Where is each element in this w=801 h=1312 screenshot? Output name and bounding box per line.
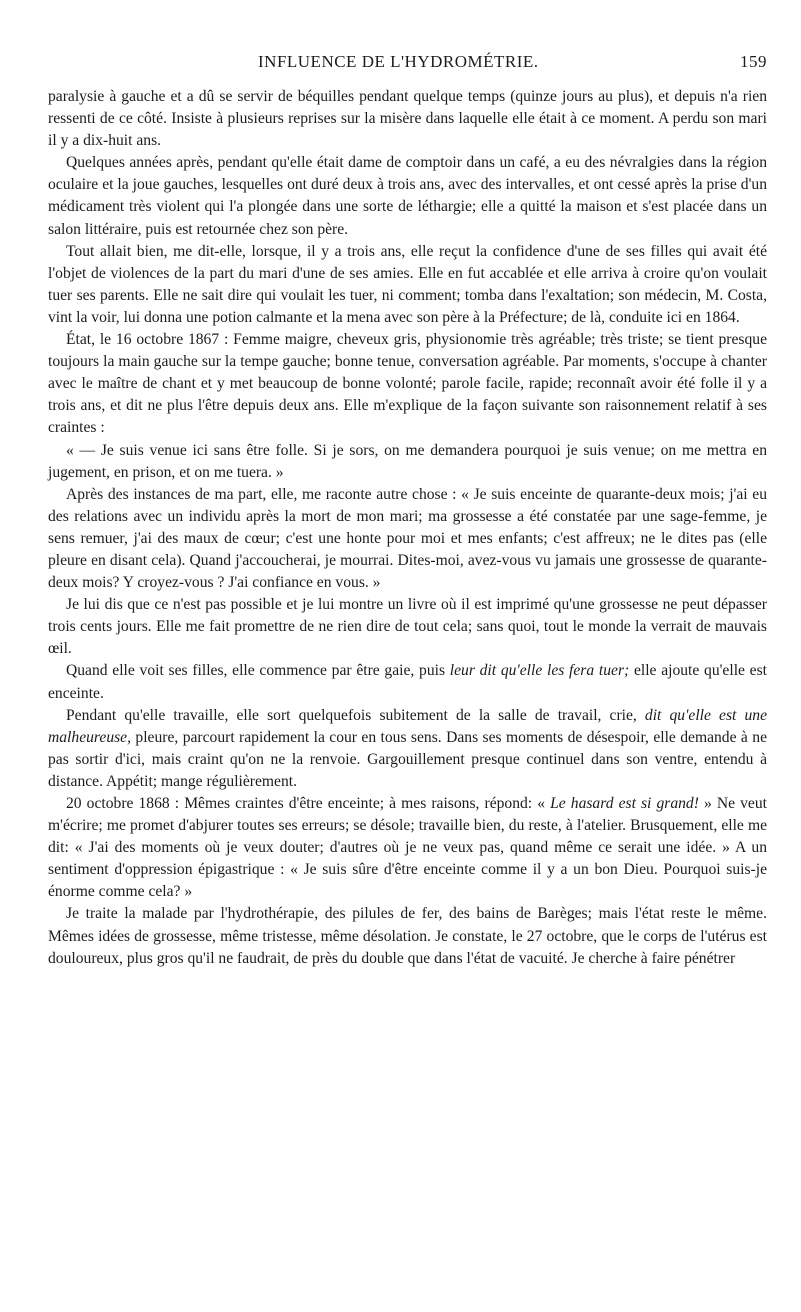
text-run: Pendant qu'elle travaille, elle sort quelquefois subitement de la salle de travail, crie, xyxy=(66,706,645,724)
paragraph: Tout allait bien, me dit-elle, lorsque, il y a trois ans, elle reçut la confidence d'une de ses filles qui avait été l'objet de violences de la part du mari d'une de ses amies. Elle en fut accablée et elle arriva à croire qu'on voulait tuer ses parents. Elle ne sait dire qui voulait les tuer, ni comment; tomba dans l'exaltation; son médecin, M. Costa, vint la voir, lui donna une potion calmante et la mena avec son père à la Préfecture; de là, conduite ici en 1864. xyxy=(48,242,767,326)
running-title: INFLUENCE DE L'HYDROMÉTRIE. xyxy=(258,52,539,71)
paragraph: Je lui dis que ce n'est pas possible et je lui montre un livre où il est imprimé qu'une grossesse ne peut dépasser trois cents jours. Elle me fait promettre de ne rien dire de tout cela; sans quoi, tout le monde la verrait de mauvais œil. xyxy=(48,596,767,658)
text-run: elle ajoute qu'elle est enceinte. xyxy=(48,662,768,702)
text-run: Quand elle voit ses filles, elle commence par être gaie, puis xyxy=(66,662,450,680)
paragraph: paralysie à gauche et a dû se servir de béquilles pendant quelque temps (quinze jours au plus), et depuis n'a rien ressenti de ce côté. Insiste à plusieurs reprises sur la misère dans laquelle elle était à ce moment. A perdu son mari il y a dix-huit ans. xyxy=(48,88,767,150)
text-run: 20 octobre 1868 : Mêmes craintes d'être enceinte; à mes raisons, répond: « xyxy=(66,795,551,812)
paragraph: « — Je suis venue ici sans être folle. Si je sors, on me demandera pourquoi je suis venue; on me mettra en jugement, en prison, et on me tuera. » xyxy=(48,441,767,481)
paragraph: Je traite la malade par l'hydrothérapie, des pilules de fer, des bains de Barèges; mais l'état reste le même. Mêmes idées de grossesse, même tristesse, même désolation. Je constate, le 27 octobre, que le corps de l'utérus est douloureux, plus gros qu'il ne faudrait, de près du double que dans l'état de vacuité. Je cherche à faire pénétrer xyxy=(48,905,767,967)
italic-text: dit qu'elle est une malheureuse, xyxy=(48,706,767,746)
paragraph xyxy=(48,793,767,903)
running-header xyxy=(48,0,767,71)
paragraph: Après des instances de ma part, elle, me raconte autre chose : « Je suis enceinte de quarante-deux mois; j'ai eu des relations avec un individu après la mort de mon mari; ma grossesse a été constatée par une sage-femme, je sens remuer, j'ai des maux de cœur; c'est une honte pour moi et mes enfants; c'est affreux; ne le dites pas (elle pleure en disant cela). Quand j'accoucherai, je mourrai. Dites-moi, avez-vous vu jamais une grossesse de quarante-deux mois? Y croyez-vous ? J'ai confiance en vous. » xyxy=(48,485,767,592)
paragraph: État, le 16 octobre 1867 : Femme maigre, cheveux gris, physionomie très agréable; très triste; se tient presque toujours la main gauche sur la tempe gauche; bonne tenue, conversation agréable. Par moments, s'occupe à chanter avec le maître de chant et y met beaucoup de bonne volonté; parole facile, rapide; reconnaît avoir été folle il y a trois ans, et dit ne plus l'être depuis deux ans. Elle m'explique de la façon suivante son raisonnement relatif à ses craintes : xyxy=(48,331,767,437)
paragraph: Quelques années après, pendant qu'elle était dame de comptoir dans un café, a eu des névralgies dans la région oculaire et la joue gauches, lesquelles ont duré deux à trois ans, avec des intervalles, et ont cessé après la prise d'un médicament très violent qui l'a plongée dans une sorte de léthargie; elle a quitté la maison et s'est placée dans un salon littéraire, puis est retournée chez son père. xyxy=(48,154,767,238)
paragraph xyxy=(48,705,767,793)
text-run: pleure, parcourt rapidement la cour en tous sens. Dans ses moments de désespoir, elle demande à ne pas sortir d'ici, mais craint qu'on ne la renvoie. Gargouillement presque continuel dans son ventre, entendu à distance. Appétit; mange régulièrement. xyxy=(48,728,767,790)
italic-text: leur dit qu'elle les fera tuer; xyxy=(449,662,630,680)
book-page xyxy=(48,0,768,967)
text-run: » Ne veut m'écrire; me promet d'abjurer toutes ses erreurs; se désole; travaille bien, du reste, à l'atelier. Brusquement, elle me dit: « J'ai des moments où je veux douter; d'autres où je ne veux pas, quand même ce serait une idée. » A un sentiment d'oppression épigastrique : « Je suis sûre d'être enceinte comme il y a un bon Dieu. Pourquoi suis-je énorme comme cela? » xyxy=(48,795,767,901)
italic-text: Le hasard est si grand! xyxy=(550,795,699,812)
paragraph xyxy=(48,660,767,704)
page-number: 159 xyxy=(740,52,767,71)
body-text xyxy=(48,86,767,970)
